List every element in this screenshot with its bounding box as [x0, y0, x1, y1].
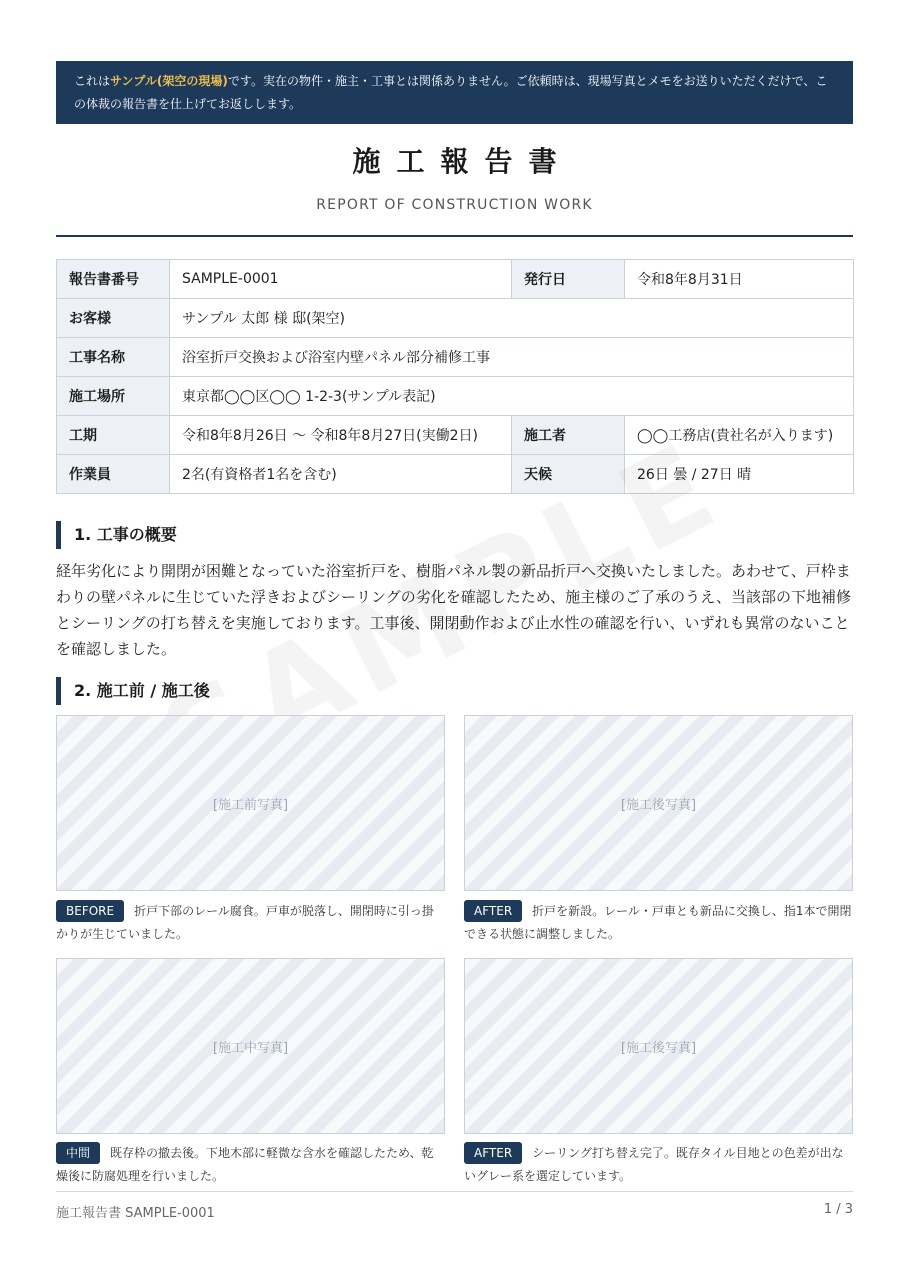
footer-divider: [56, 1191, 853, 1192]
info-row: [57, 338, 854, 377]
caption-text: 既存枠の撤去後。下地木部に軽微な含水を確認したため、乾燥後に防腐処理を行いました。: [56, 1146, 434, 1183]
period-label: 工期: [57, 416, 170, 455]
section-heading-before-after: 2. 施工前 / 施工後: [56, 677, 210, 705]
document-subtitle: REPORT OF CONSTRUCTION WORK: [316, 197, 593, 213]
contractor-value: ◯◯工務店(貴社名が入ります): [625, 416, 854, 455]
caption-text: 折戸を新設。レール・戸車とも新品に交換し、指1本で開閉できる状態に調整しました。: [464, 904, 852, 941]
notice-highlight: サンプル(架空の現場): [110, 74, 228, 88]
info-row: [57, 416, 854, 455]
sample-notice-banner: [56, 61, 853, 124]
notice-prefix: これは: [74, 74, 111, 88]
document-title: 施工報告書: [352, 145, 573, 178]
photo-label: [施工中写真]: [212, 1040, 289, 1056]
report-info-table: [56, 259, 854, 494]
photo-placeholder-during: [56, 958, 445, 1134]
client-value: サンプル 太郎 様 邸(架空): [170, 299, 854, 338]
after-tag: AFTER: [464, 900, 522, 922]
photo-caption-after-2: [464, 1142, 853, 1188]
report-no-label: 報告書番号: [57, 260, 170, 299]
client-label: お客様: [57, 299, 170, 338]
caption-text: シーリング打ち替え完了。既存タイル目地との色差が出ないグレー系を選定しています。: [464, 1146, 844, 1183]
title-divider: [56, 235, 853, 237]
during-tag: 中間: [56, 1142, 100, 1164]
photo-placeholder-after-2: [464, 958, 853, 1134]
site-value: 東京都◯◯区◯◯ 1-2-3(サンプル表記): [170, 377, 854, 416]
photo-label: [施工前写真]: [212, 797, 289, 813]
workers-value: 2名(有資格者1名を含む): [170, 455, 512, 494]
issue-date-label: 発行日: [512, 260, 625, 299]
section-heading-overview: 1. 工事の概要: [56, 521, 177, 549]
notice-text: です。実在の物件・施主・工事とは関係ありません。ご依頼時は、現場写真とメモをお送りいただくだけで、この体裁の報告書を仕上げてお返しします。: [74, 74, 828, 111]
photo-placeholder-before: [56, 715, 445, 891]
period-value: 令和8年8月26日 〜 令和8年8月27日(実働2日): [170, 416, 512, 455]
caption-text: 折戸下部のレール腐食。戸車が脱落し、開閉時に引っ掛かりが生じていました。: [56, 904, 434, 941]
footer-document-id: 施工報告書 SAMPLE-0001: [56, 1206, 215, 1221]
work-name-label: 工事名称: [57, 338, 170, 377]
footer-page-number: 1 / 3: [823, 1202, 853, 1217]
photo-label: [施工後写真]: [620, 1040, 697, 1056]
photo-caption-during: [56, 1142, 445, 1188]
after-tag: AFTER: [464, 1142, 522, 1164]
info-row: [57, 299, 854, 338]
info-row: [57, 455, 854, 494]
photo-label: [施工後写真]: [620, 797, 697, 813]
before-tag: BEFORE: [56, 900, 124, 922]
weather-label: 天候: [512, 455, 625, 494]
issue-date-value: 令和8年8月31日: [625, 260, 854, 299]
weather-value: 26日 曇 / 27日 晴: [625, 455, 854, 494]
photo-caption-before: [56, 900, 445, 946]
photo-caption-after: [464, 900, 853, 946]
overview-paragraph: 経年劣化により開閉が困難となっていた浴室折戸を、樹脂パネル製の新品折戸へ交換いたしました。あわせて、戸枠まわりの壁パネルに生じていた浮きおよびシーリングの劣化を確認したため、施主様のご了承のうえ、当該部の下地補修とシーリングの打ち替えを実施しております。工事後、開閉動作および止水性の確認を行い、いずれも異常のないことを確認しました。: [56, 562, 852, 658]
contractor-label: 施工者: [512, 416, 625, 455]
info-row: [57, 260, 854, 299]
info-row: [57, 377, 854, 416]
report-no-value: SAMPLE-0001: [170, 260, 512, 299]
photo-placeholder-after: [464, 715, 853, 891]
work-name-value: 浴室折戸交換および浴室内壁パネル部分補修工事: [170, 338, 854, 377]
site-label: 施工場所: [57, 377, 170, 416]
workers-label: 作業員: [57, 455, 170, 494]
